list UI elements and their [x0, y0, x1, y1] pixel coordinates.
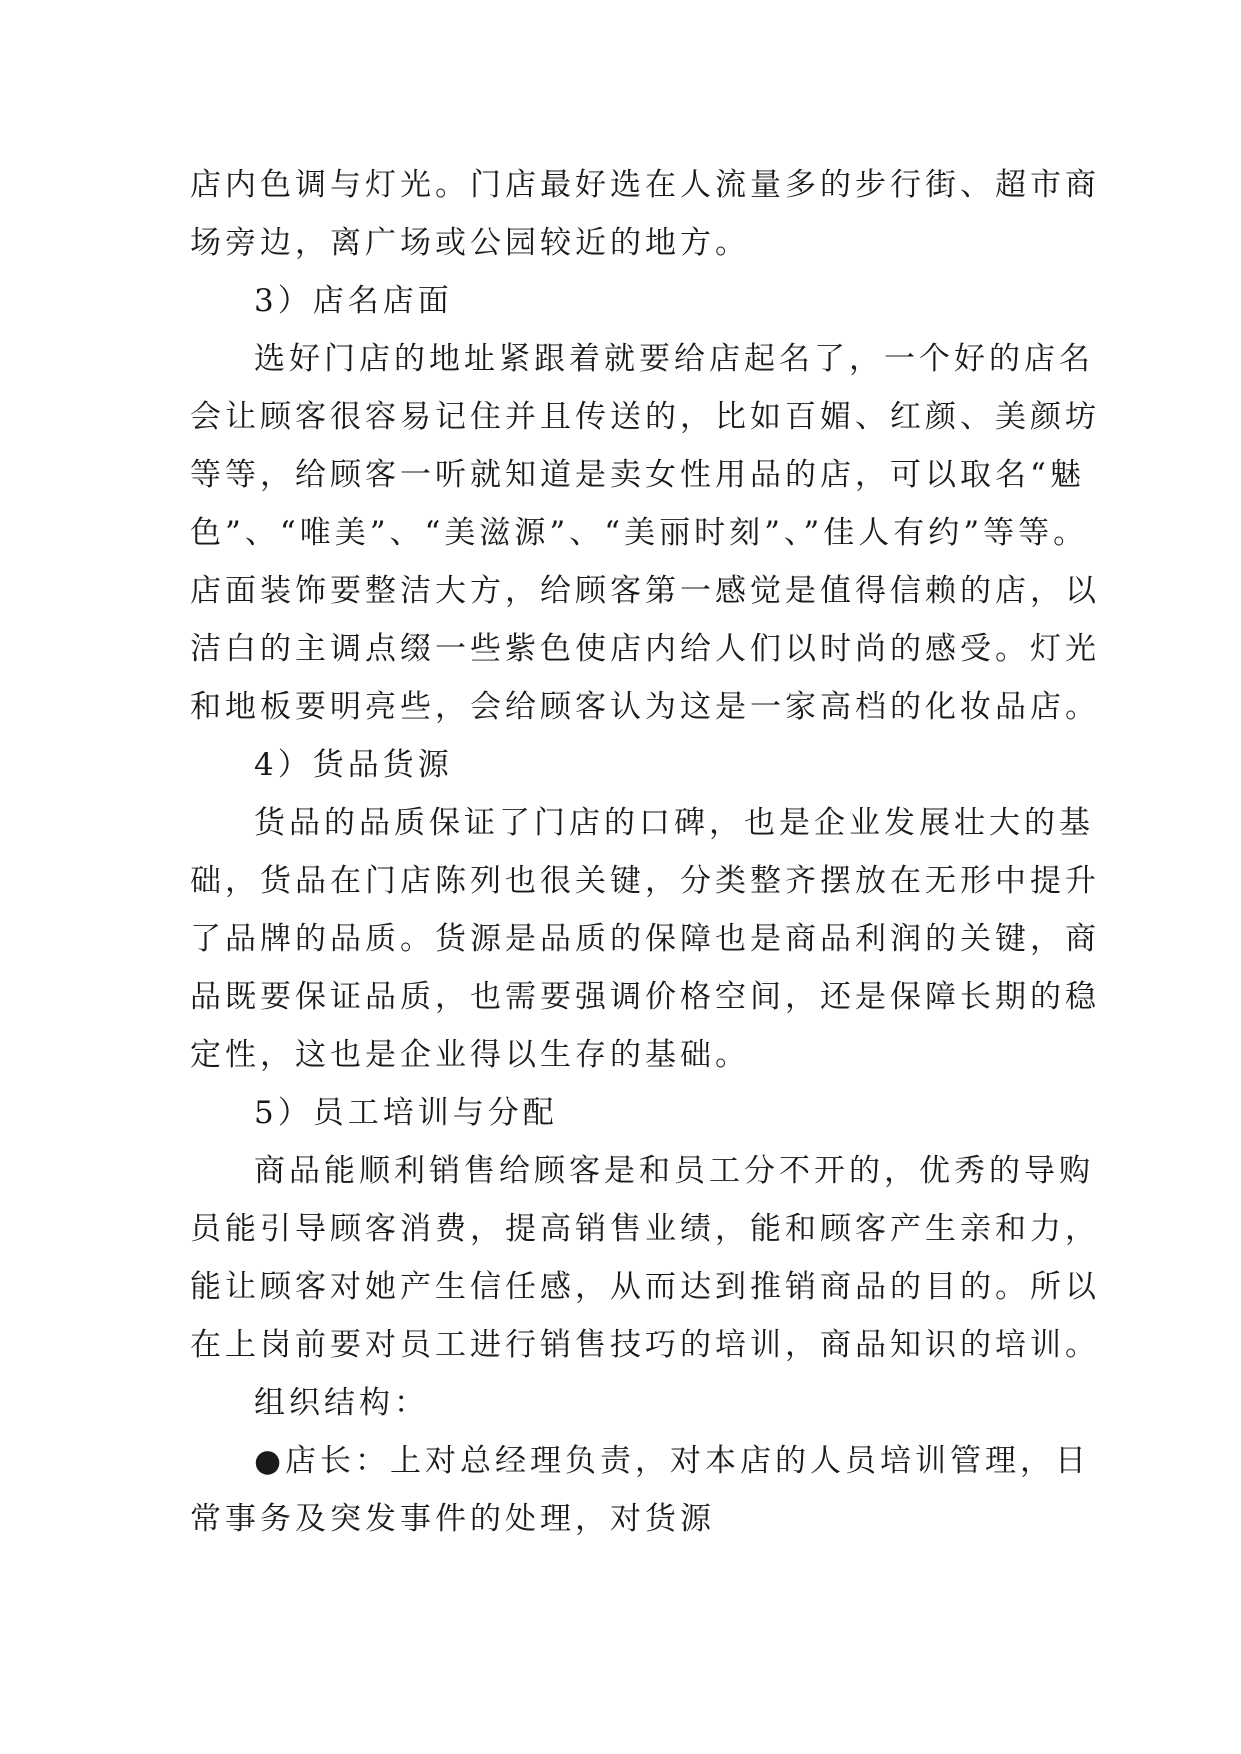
subheading: 组织结构： — [254, 1385, 429, 1421]
text-line: 会让顾客很容易记住并且传送的，比如百媚、红颜、美颜坊 — [190, 399, 1100, 435]
text-line: 商品能顺利销售给顾客是和员工分不开的，优秀的导购 — [254, 1153, 1094, 1189]
text-line: 场旁边，离广场或公园较近的地方。 — [190, 225, 750, 261]
text-line: 店面装饰要整洁大方，给顾客第一感觉是值得信赖的店，以 — [190, 573, 1100, 609]
text-line: 等等，给顾客一听就知道是卖女性用品的店，可以取名“魅 — [190, 457, 1085, 493]
bullet-item: ●店长：上对总经理负责，对本店的人员培训管理，日 — [254, 1443, 1091, 1479]
text-line: 常事务及突发事件的处理，对货源 — [190, 1501, 715, 1537]
text-line: 选好门店的地址紧跟着就要给店起名了，一个好的店名 — [254, 341, 1094, 377]
text-line: 店内色调与灯光。门店最好选在人流量多的步行街、超市商 — [190, 167, 1100, 203]
section-heading: 3）店名店面 — [254, 283, 453, 319]
text-line: 能让顾客对她产生信任感，从而达到推销商品的目的。所以 — [190, 1269, 1100, 1305]
text-line: 员能引导顾客消费，提高销售业绩，能和顾客产生亲和力， — [190, 1211, 1100, 1247]
text-line: 洁白的主调点缀一些紫色使店内给人们以时尚的感受。灯光 — [190, 631, 1100, 667]
text-line: 品既要保证品质，也需要强调价格空间，还是保障长期的稳 — [190, 979, 1100, 1015]
section-heading: 5）员工培训与分配 — [254, 1095, 558, 1131]
document-body — [190, 156, 1100, 1548]
text-line: 础，货品在门店陈列也很关键，分类整齐摆放在无形中提升 — [190, 863, 1100, 899]
section-heading: 4）货品货源 — [254, 747, 453, 783]
text-line: 货品的品质保证了门店的口碑，也是企业发展壮大的基 — [254, 805, 1094, 841]
text-line: 和地板要明亮些，会给顾客认为这是一家高档的化妆品店。 — [190, 689, 1100, 725]
text-line: 了品牌的品质。货源是品质的保障也是商品利润的关键，商 — [190, 921, 1100, 957]
text-line: 定性，这也是企业得以生存的基础。 — [190, 1037, 750, 1073]
text-line: 在上岗前要对员工进行销售技巧的培训，商品知识的培训。 — [190, 1327, 1100, 1363]
text-line: 色”、“唯美”、“美滋源”、“美丽时刻”、”佳人有约”等等。 — [190, 515, 1089, 551]
